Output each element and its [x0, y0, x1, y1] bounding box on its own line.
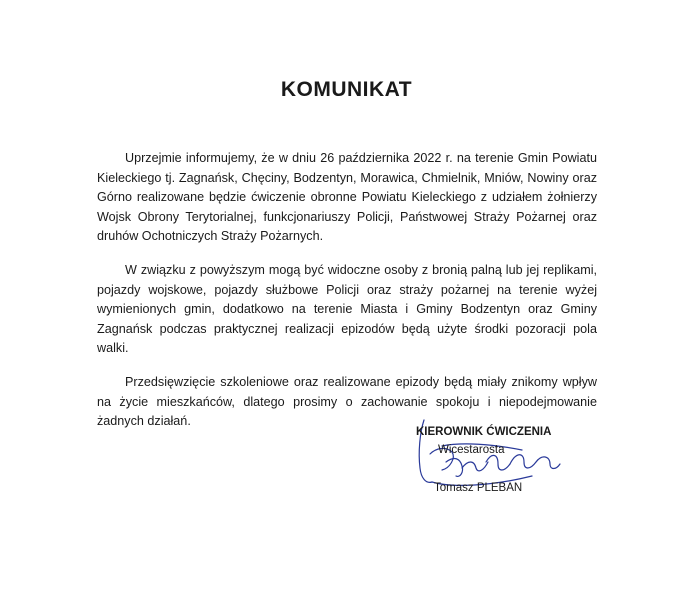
paragraph-3: Przedsięwzięcie szkoleniowe oraz realizowane epizody będą miały znikomy wpływ na życie mieszkańców, dlatego prosimy o zachowanie spokoju i niepodejmowanie żadnych działań. — [97, 374, 597, 429]
document-body — [97, 149, 597, 446]
signature-title: Wicestarosta — [438, 444, 505, 456]
paragraph-2: W związku z powyższym mogą być widoczne osoby z bronią palną lub jej replikami, pojazdy wojskowe, pojazdy służbowe Policji oraz straży pożarnej na terenie wyżej wymienionych gmin, dodatkowo na terenie Miasta i Gminy Bodzentyn oraz Gminy Zagnańsk podczas praktycznej realizacji epizodów będą użyte środki pozoracji pola walki. — [97, 262, 597, 356]
signature-block — [402, 420, 602, 540]
signature-role: KIEROWNIK ĆWICZENIA — [416, 426, 552, 438]
signature-name: Tomasz PLEBAN — [434, 482, 523, 494]
document-title: KOMUNIKAT — [280, 78, 413, 101]
paragraph-1: Uprzejmie informujemy, że w dniu 26 października 2022 r. na terenie Gmin Powiatu Kieleckiego tj. Zagnańsk, Chęciny, Bodzentyn, Morawica, Chmielnik, Mniów, Nowiny oraz Górno realizowane będzie ćwiczenie obronne Powiatu Kieleckiego z udziałem żołnierzy Wojsk Obrony Terytorialnej, funkcjonariuszy Policji, Państwowej Straży Pożarnej oraz druhów Ochotniczych Straży Pożarnych. — [97, 151, 597, 244]
